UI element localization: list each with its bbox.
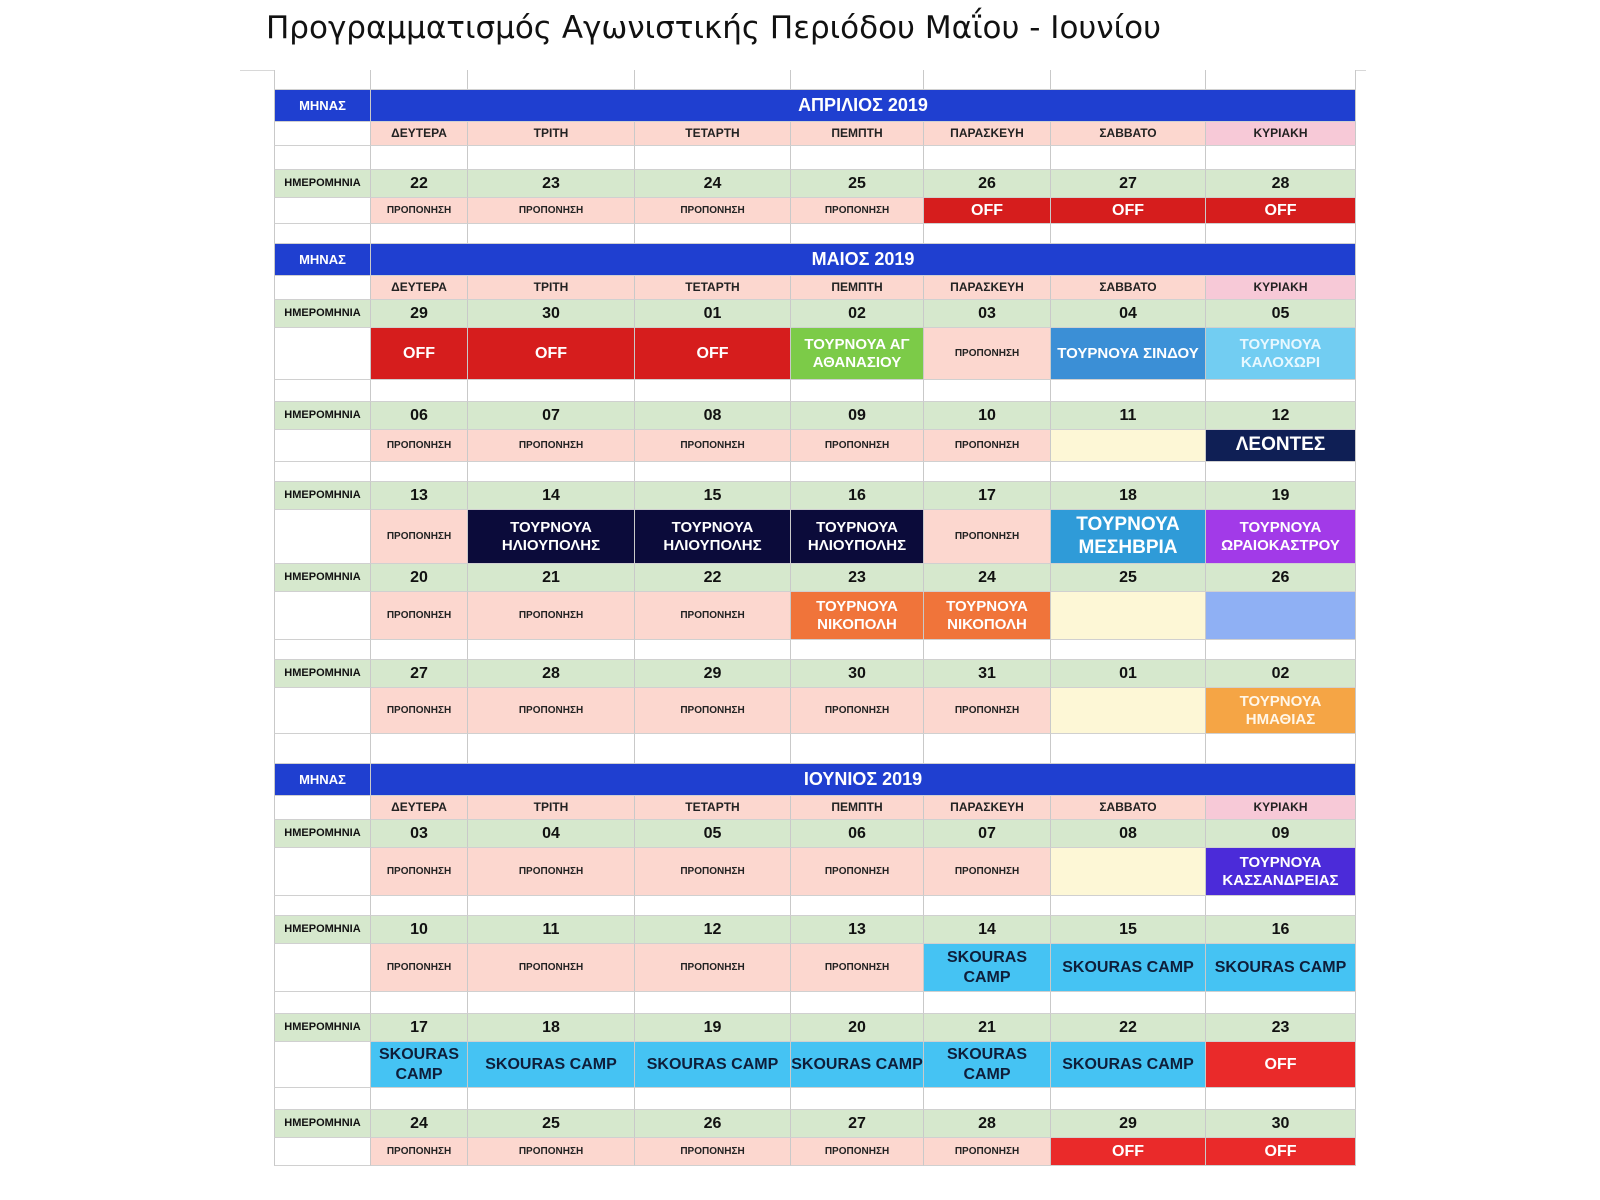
date-cell: 27 bbox=[791, 1110, 924, 1138]
date-cell: 18 bbox=[468, 1014, 635, 1042]
event-cell: ΠΡΟΠΟΝΗΣΗ bbox=[635, 688, 791, 734]
event-cell-empty bbox=[1051, 592, 1206, 640]
date-cell: 08 bbox=[1051, 820, 1206, 848]
event-cell: ΠΡΟΠΟΝΗΣΗ bbox=[924, 430, 1051, 462]
event-row bbox=[274, 592, 1356, 640]
event-cell-tournament: ΤΟΥΡΝΟΥΑ ΣΙΝΔΟΥ bbox=[1051, 328, 1206, 380]
event-cell: ΠΡΟΠΟΝΗΣΗ bbox=[371, 510, 468, 564]
event-cell: ΠΡΟΠΟΝΗΣΗ bbox=[924, 510, 1051, 564]
event-cell: ΠΡΟΠΟΝΗΣΗ bbox=[371, 848, 468, 896]
date-cell: 20 bbox=[791, 1014, 924, 1042]
event-cell-off: OFF bbox=[1206, 198, 1356, 224]
date-cell: 19 bbox=[635, 1014, 791, 1042]
spacer-row bbox=[274, 462, 1356, 482]
event-cell: ΠΡΟΠΟΝΗΣΗ bbox=[468, 944, 635, 992]
date-cell: 11 bbox=[468, 916, 635, 944]
event-row bbox=[274, 198, 1356, 224]
date-cell: 23 bbox=[468, 170, 635, 198]
date-cell: 16 bbox=[791, 482, 924, 510]
weekday-tue: ΤΡΙΤΗ bbox=[468, 276, 635, 300]
event-row bbox=[274, 328, 1356, 380]
event-cell-camp: SKOURAS CAMP bbox=[468, 1042, 635, 1088]
date-cell: 03 bbox=[924, 300, 1051, 328]
date-cell: 23 bbox=[791, 564, 924, 592]
weekday-row bbox=[274, 796, 1356, 820]
event-cell-camp: SKOURAS CAMP bbox=[1206, 944, 1356, 992]
date-cell: 28 bbox=[1206, 170, 1356, 198]
weekday-fri: ΠΑΡΑΣΚΕΥΗ bbox=[924, 276, 1051, 300]
event-cell-camp: SKOURAS CAMP bbox=[635, 1042, 791, 1088]
event-cell-tournament: ΤΟΥΡΝΟΥΑ ΝΙΚΟΠΟΛΗ bbox=[924, 592, 1051, 640]
month-title: ΙΟΥΝΙΟΣ 2019 bbox=[371, 764, 1356, 796]
weekday-sun: ΚΥΡΙΑΚΗ bbox=[1206, 276, 1356, 300]
date-cell: 20 bbox=[371, 564, 468, 592]
event-row bbox=[274, 688, 1356, 734]
event-cell-tournament: ΤΟΥΡΝΟΥΑ ΝΙΚΟΠΟΛΗ bbox=[791, 592, 924, 640]
date-label: ΗΜΕΡΟΜΗΝΙΑ bbox=[274, 1110, 371, 1138]
event-cell: ΠΡΟΠΟΝΗΣΗ bbox=[468, 592, 635, 640]
event-cell-empty bbox=[1051, 430, 1206, 462]
date-row bbox=[274, 660, 1356, 688]
weekday-sun: ΚΥΡΙΑΚΗ bbox=[1206, 122, 1356, 146]
date-label: ΗΜΕΡΟΜΗΝΙΑ bbox=[274, 564, 371, 592]
event-cell-off: OFF bbox=[635, 328, 791, 380]
date-row bbox=[274, 564, 1356, 592]
date-cell: 11 bbox=[1051, 402, 1206, 430]
date-row bbox=[274, 1110, 1356, 1138]
event-cell-tournament: ΤΟΥΡΝΟΥΑ ΗΛΙΟΥΠΟΛΗΣ bbox=[468, 510, 635, 564]
event-cell-off: OFF bbox=[1051, 198, 1206, 224]
month-header-may bbox=[274, 244, 1356, 276]
date-cell: 07 bbox=[468, 402, 635, 430]
date-cell: 23 bbox=[1206, 1014, 1356, 1042]
event-row bbox=[274, 1138, 1356, 1166]
event-cell: ΠΡΟΠΟΝΗΣΗ bbox=[371, 198, 468, 224]
event-cell: ΠΡΟΠΟΝΗΣΗ bbox=[371, 688, 468, 734]
event-cell: ΠΡΟΠΟΝΗΣΗ bbox=[924, 1138, 1051, 1166]
event-cell: ΠΡΟΠΟΝΗΣΗ bbox=[924, 688, 1051, 734]
date-cell: 05 bbox=[635, 820, 791, 848]
date-cell: 25 bbox=[1051, 564, 1206, 592]
event-cell-tournament: ΤΟΥΡΝΟΥΑ ΑΓ ΑΘΑΝΑΣΙΟΥ bbox=[791, 328, 924, 380]
date-cell: 24 bbox=[635, 170, 791, 198]
event-cell: ΠΡΟΠΟΝΗΣΗ bbox=[924, 328, 1051, 380]
date-cell: 26 bbox=[635, 1110, 791, 1138]
weekday-sat: ΣΑΒΒΑΤΟ bbox=[1051, 122, 1206, 146]
weekday-fri: ΠΑΡΑΣΚΕΥΗ bbox=[924, 796, 1051, 820]
date-cell: 30 bbox=[468, 300, 635, 328]
weekday-tue: ΤΡΙΤΗ bbox=[468, 122, 635, 146]
page-title: Προγραμματισμός Αγωνιστικής Περιόδου Μαΐου - Ιουνίου bbox=[266, 10, 1162, 46]
date-cell: 29 bbox=[371, 300, 468, 328]
event-cell: ΠΡΟΠΟΝΗΣΗ bbox=[791, 848, 924, 896]
date-cell: 04 bbox=[468, 820, 635, 848]
event-cell-tournament: ΤΟΥΡΝΟΥΑ ΗΜΑΘΙΑΣ bbox=[1206, 688, 1356, 734]
event-cell: ΠΡΟΠΟΝΗΣΗ bbox=[371, 944, 468, 992]
date-cell: 27 bbox=[371, 660, 468, 688]
date-cell: 06 bbox=[371, 402, 468, 430]
event-cell: ΠΡΟΠΟΝΗΣΗ bbox=[635, 198, 791, 224]
event-cell-camp: SKOURAS CAMP bbox=[1051, 1042, 1206, 1088]
event-row bbox=[274, 430, 1356, 462]
event-cell: ΠΡΟΠΟΝΗΣΗ bbox=[635, 592, 791, 640]
date-cell: 16 bbox=[1206, 916, 1356, 944]
date-cell: 28 bbox=[468, 660, 635, 688]
month-header-june bbox=[274, 764, 1356, 796]
weekday-mon: ΔΕΥΤΕΡΑ bbox=[371, 796, 468, 820]
event-cell: ΠΡΟΠΟΝΗΣΗ bbox=[468, 198, 635, 224]
spacer-row bbox=[274, 224, 1356, 244]
month-label: ΜΗΝΑΣ bbox=[274, 244, 371, 276]
event-cell: ΠΡΟΠΟΝΗΣΗ bbox=[468, 848, 635, 896]
date-row bbox=[274, 916, 1356, 944]
date-cell: 28 bbox=[924, 1110, 1051, 1138]
event-cell-tournament: ΛΕΟΝΤΕΣ bbox=[1206, 430, 1356, 462]
date-label: ΗΜΕΡΟΜΗΝΙΑ bbox=[274, 1014, 371, 1042]
event-cell-off: OFF bbox=[468, 328, 635, 380]
weekday-row bbox=[274, 276, 1356, 300]
date-row bbox=[274, 170, 1356, 198]
date-cell: 27 bbox=[1051, 170, 1206, 198]
date-cell: 29 bbox=[1051, 1110, 1206, 1138]
date-cell: 12 bbox=[1206, 402, 1356, 430]
spacer-row bbox=[274, 992, 1356, 1014]
event-cell: ΠΡΟΠΟΝΗΣΗ bbox=[468, 688, 635, 734]
date-row bbox=[274, 402, 1356, 430]
date-cell: 01 bbox=[1051, 660, 1206, 688]
date-label: ΗΜΕΡΟΜΗΝΙΑ bbox=[274, 820, 371, 848]
date-row bbox=[274, 482, 1356, 510]
weekday-tue: ΤΡΙΤΗ bbox=[468, 796, 635, 820]
event-cell: ΠΡΟΠΟΝΗΣΗ bbox=[791, 944, 924, 992]
month-title: ΜΑΙΟΣ 2019 bbox=[371, 244, 1356, 276]
date-cell: 19 bbox=[1206, 482, 1356, 510]
event-cell: ΠΡΟΠΟΝΗΣΗ bbox=[791, 430, 924, 462]
event-cell-empty bbox=[1051, 848, 1206, 896]
date-cell: 15 bbox=[635, 482, 791, 510]
event-cell: ΠΡΟΠΟΝΗΣΗ bbox=[791, 198, 924, 224]
date-cell: 29 bbox=[635, 660, 791, 688]
date-cell: 25 bbox=[468, 1110, 635, 1138]
event-row bbox=[274, 944, 1356, 992]
date-cell: 05 bbox=[1206, 300, 1356, 328]
weekday-row bbox=[274, 122, 1356, 146]
event-row bbox=[274, 510, 1356, 564]
event-cell-tournament: ΤΟΥΡΝΟΥΑ ΩΡΑΙΟΚΑΣΤΡΟΥ bbox=[1206, 510, 1356, 564]
event-cell: ΠΡΟΠΟΝΗΣΗ bbox=[791, 1138, 924, 1166]
date-cell: 10 bbox=[924, 402, 1051, 430]
event-cell: ΠΡΟΠΟΝΗΣΗ bbox=[635, 430, 791, 462]
event-cell-off: OFF bbox=[1206, 1138, 1356, 1166]
event-cell: ΠΡΟΠΟΝΗΣΗ bbox=[791, 688, 924, 734]
event-cell-camp: SKOURAS CAMP bbox=[371, 1042, 468, 1088]
weekday-sun: ΚΥΡΙΑΚΗ bbox=[1206, 796, 1356, 820]
date-cell: 26 bbox=[1206, 564, 1356, 592]
weekday-mon: ΔΕΥΤΕΡΑ bbox=[371, 122, 468, 146]
date-cell: 12 bbox=[635, 916, 791, 944]
schedule-sheet bbox=[274, 70, 1356, 1166]
event-cell-camp: SKOURAS CAMP bbox=[924, 944, 1051, 992]
date-cell: 14 bbox=[468, 482, 635, 510]
date-cell: 02 bbox=[1206, 660, 1356, 688]
date-cell: 07 bbox=[924, 820, 1051, 848]
date-label: ΗΜΕΡΟΜΗΝΙΑ bbox=[274, 170, 371, 198]
month-header-april bbox=[274, 90, 1356, 122]
date-cell: 30 bbox=[1206, 1110, 1356, 1138]
event-cell: ΠΡΟΠΟΝΗΣΗ bbox=[468, 430, 635, 462]
spacer-row bbox=[274, 896, 1356, 916]
event-cell-camp: SKOURAS CAMP bbox=[1051, 944, 1206, 992]
date-cell: 17 bbox=[371, 1014, 468, 1042]
event-cell-tournament: ΤΟΥΡΝΟΥΑ ΜΕΣΗΒΡΙΑ bbox=[1051, 510, 1206, 564]
date-cell: 04 bbox=[1051, 300, 1206, 328]
date-cell: 03 bbox=[371, 820, 468, 848]
date-cell: 30 bbox=[791, 660, 924, 688]
date-cell: 26 bbox=[924, 170, 1051, 198]
date-row bbox=[274, 1014, 1356, 1042]
weekday-sat: ΣΑΒΒΑΤΟ bbox=[1051, 276, 1206, 300]
event-cell-camp: SKOURAS CAMP bbox=[924, 1042, 1051, 1088]
event-cell: ΠΡΟΠΟΝΗΣΗ bbox=[371, 430, 468, 462]
date-cell: 25 bbox=[791, 170, 924, 198]
date-label: ΗΜΕΡΟΜΗΝΙΑ bbox=[274, 482, 371, 510]
event-cell-tournament: ΤΟΥΡΝΟΥΑ ΚΑΛΟΧΩΡΙ bbox=[1206, 328, 1356, 380]
date-cell: 06 bbox=[791, 820, 924, 848]
month-label: ΜΗΝΑΣ bbox=[274, 90, 371, 122]
spacer-row bbox=[274, 640, 1356, 660]
event-row bbox=[274, 848, 1356, 896]
event-cell-tournament: ΤΟΥΡΝΟΥΑ ΗΛΙΟΥΠΟΛΗΣ bbox=[635, 510, 791, 564]
date-cell: 22 bbox=[371, 170, 468, 198]
event-cell: ΠΡΟΠΟΝΗΣΗ bbox=[371, 1138, 468, 1166]
event-cell-tournament: ΤΟΥΡΝΟΥΑ ΚΑΣΣΑΝΔΡΕΙΑΣ bbox=[1206, 848, 1356, 896]
date-row bbox=[274, 820, 1356, 848]
date-cell: 13 bbox=[791, 916, 924, 944]
date-cell: 09 bbox=[791, 402, 924, 430]
weekday-wed: ΤΕΤΑΡΤΗ bbox=[635, 276, 791, 300]
spacer-row bbox=[274, 380, 1356, 402]
date-row bbox=[274, 300, 1356, 328]
date-cell: 22 bbox=[1051, 1014, 1206, 1042]
weekday-thu: ΠΕΜΠΤΗ bbox=[791, 122, 924, 146]
spacer-row bbox=[274, 734, 1356, 764]
date-cell: 02 bbox=[791, 300, 924, 328]
event-cell: ΠΡΟΠΟΝΗΣΗ bbox=[635, 848, 791, 896]
date-label: ΗΜΕΡΟΜΗΝΙΑ bbox=[274, 300, 371, 328]
date-cell: 24 bbox=[371, 1110, 468, 1138]
event-cell-off: OFF bbox=[371, 328, 468, 380]
event-row bbox=[274, 1042, 1356, 1088]
date-cell: 17 bbox=[924, 482, 1051, 510]
date-cell: 24 bbox=[924, 564, 1051, 592]
event-cell: ΠΡΟΠΟΝΗΣΗ bbox=[635, 944, 791, 992]
event-cell-camp: SKOURAS CAMP bbox=[791, 1042, 924, 1088]
date-cell: 18 bbox=[1051, 482, 1206, 510]
date-cell: 14 bbox=[924, 916, 1051, 944]
event-cell-off: OFF bbox=[1051, 1138, 1206, 1166]
month-title: ΑΠΡΙΛΙΟΣ 2019 bbox=[371, 90, 1356, 122]
date-cell: 15 bbox=[1051, 916, 1206, 944]
weekday-wed: ΤΕΤΑΡΤΗ bbox=[635, 796, 791, 820]
event-cell: ΠΡΟΠΟΝΗΣΗ bbox=[635, 1138, 791, 1166]
month-label: ΜΗΝΑΣ bbox=[274, 764, 371, 796]
weekday-thu: ΠΕΜΠΤΗ bbox=[791, 796, 924, 820]
date-cell: 21 bbox=[924, 1014, 1051, 1042]
date-cell: 13 bbox=[371, 482, 468, 510]
date-cell: 08 bbox=[635, 402, 791, 430]
event-cell: ΠΡΟΠΟΝΗΣΗ bbox=[924, 848, 1051, 896]
date-cell: 01 bbox=[635, 300, 791, 328]
weekday-thu: ΠΕΜΠΤΗ bbox=[791, 276, 924, 300]
event-cell-empty bbox=[1051, 688, 1206, 734]
date-cell: 22 bbox=[635, 564, 791, 592]
date-cell: 09 bbox=[1206, 820, 1356, 848]
spacer-row bbox=[274, 146, 1356, 170]
weekday-wed: ΤΕΤΑΡΤΗ bbox=[635, 122, 791, 146]
weekday-sat: ΣΑΒΒΑΤΟ bbox=[1051, 796, 1206, 820]
event-cell-tournament: ΤΟΥΡΝΟΥΑ ΗΛΙΟΥΠΟΛΗΣ bbox=[791, 510, 924, 564]
event-cell-off: OFF bbox=[924, 198, 1051, 224]
spacer-row bbox=[274, 70, 1356, 90]
event-cell-empty bbox=[1206, 592, 1356, 640]
date-label: ΗΜΕΡΟΜΗΝΙΑ bbox=[274, 660, 371, 688]
date-cell: 21 bbox=[468, 564, 635, 592]
weekday-mon: ΔΕΥΤΕΡΑ bbox=[371, 276, 468, 300]
event-cell-off: OFF bbox=[1206, 1042, 1356, 1088]
date-cell: 31 bbox=[924, 660, 1051, 688]
event-cell: ΠΡΟΠΟΝΗΣΗ bbox=[371, 592, 468, 640]
date-cell: 10 bbox=[371, 916, 468, 944]
event-cell: ΠΡΟΠΟΝΗΣΗ bbox=[468, 1138, 635, 1166]
date-label: ΗΜΕΡΟΜΗΝΙΑ bbox=[274, 402, 371, 430]
weekday-fri: ΠΑΡΑΣΚΕΥΗ bbox=[924, 122, 1051, 146]
date-label: ΗΜΕΡΟΜΗΝΙΑ bbox=[274, 916, 371, 944]
spacer-row bbox=[274, 1088, 1356, 1110]
